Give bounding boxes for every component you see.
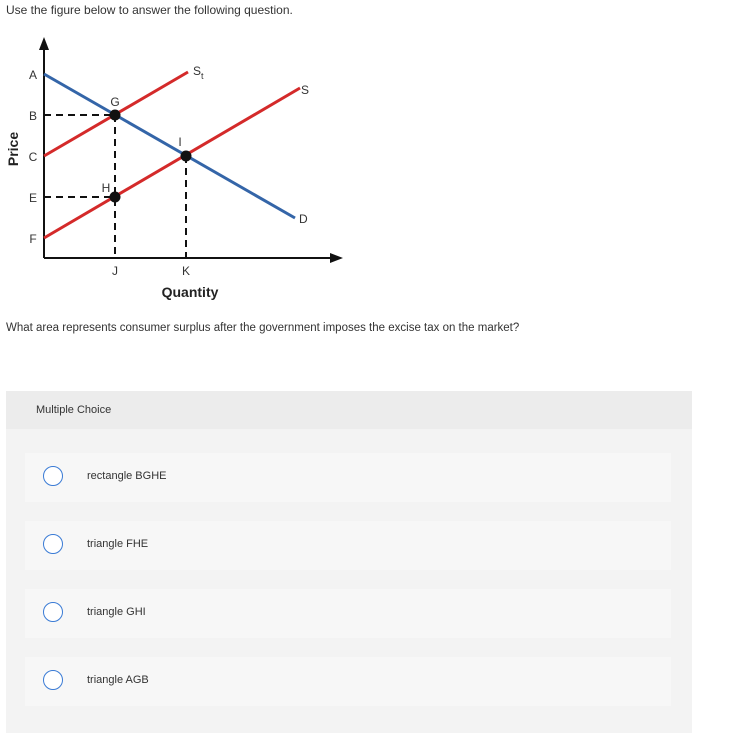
point-label-g: G [110, 95, 120, 109]
choice-label: triangle AGB [87, 674, 149, 686]
price-label-f: F [29, 232, 37, 246]
radio-button-icon[interactable] [43, 602, 63, 622]
price-label-b: B [28, 109, 38, 123]
point-g [110, 110, 121, 121]
point-h [110, 192, 121, 203]
curve-label-st [193, 64, 204, 81]
quantity-label-j: J [112, 264, 118, 278]
curve-label-st-sub: t [201, 71, 204, 81]
choice-label: triangle GHI [87, 606, 146, 618]
multiple-choice-header [6, 391, 692, 429]
price-label-c: C [28, 150, 38, 164]
radio-button-icon[interactable] [43, 466, 63, 486]
curve-label-s: S [301, 83, 310, 97]
curve-label-st-main: S [193, 64, 202, 78]
choice-option-triangle-ghi[interactable] [25, 589, 671, 638]
multiple-choice-panel [6, 391, 692, 733]
curve-label-d: D [299, 212, 308, 226]
y-axis-arrow [39, 37, 49, 50]
graph-svg [0, 30, 360, 310]
choice-label: triangle FHE [87, 538, 149, 550]
choice-option-triangle-agb[interactable] [25, 657, 671, 706]
x-axis-title: Quantity [161, 284, 219, 300]
price-label-a: A [28, 68, 38, 82]
supply-demand-figure [0, 30, 360, 315]
question-text: What area represents consumer surplus after the government imposes the excise tax on the market? [6, 322, 520, 334]
choice-option-rectangle-bghe[interactable] [25, 453, 671, 502]
supply-curve [44, 88, 300, 238]
radio-button-icon[interactable] [43, 670, 63, 690]
question-prompt: Use the figure below to answer the following question. [6, 3, 293, 17]
multiple-choice-title: Multiple Choice [36, 404, 112, 416]
radio-button-icon[interactable] [43, 534, 63, 554]
x-axis-arrow [330, 253, 343, 263]
point-label-h: H [101, 181, 111, 195]
y-axis-title: Price [5, 131, 21, 167]
price-label-e: E [28, 191, 38, 205]
point-label-i: I [178, 135, 182, 149]
quantity-label-k: K [181, 264, 191, 278]
choice-option-triangle-fhe[interactable] [25, 521, 671, 570]
choice-label: rectangle BGHE [87, 470, 167, 482]
point-i [181, 151, 192, 162]
